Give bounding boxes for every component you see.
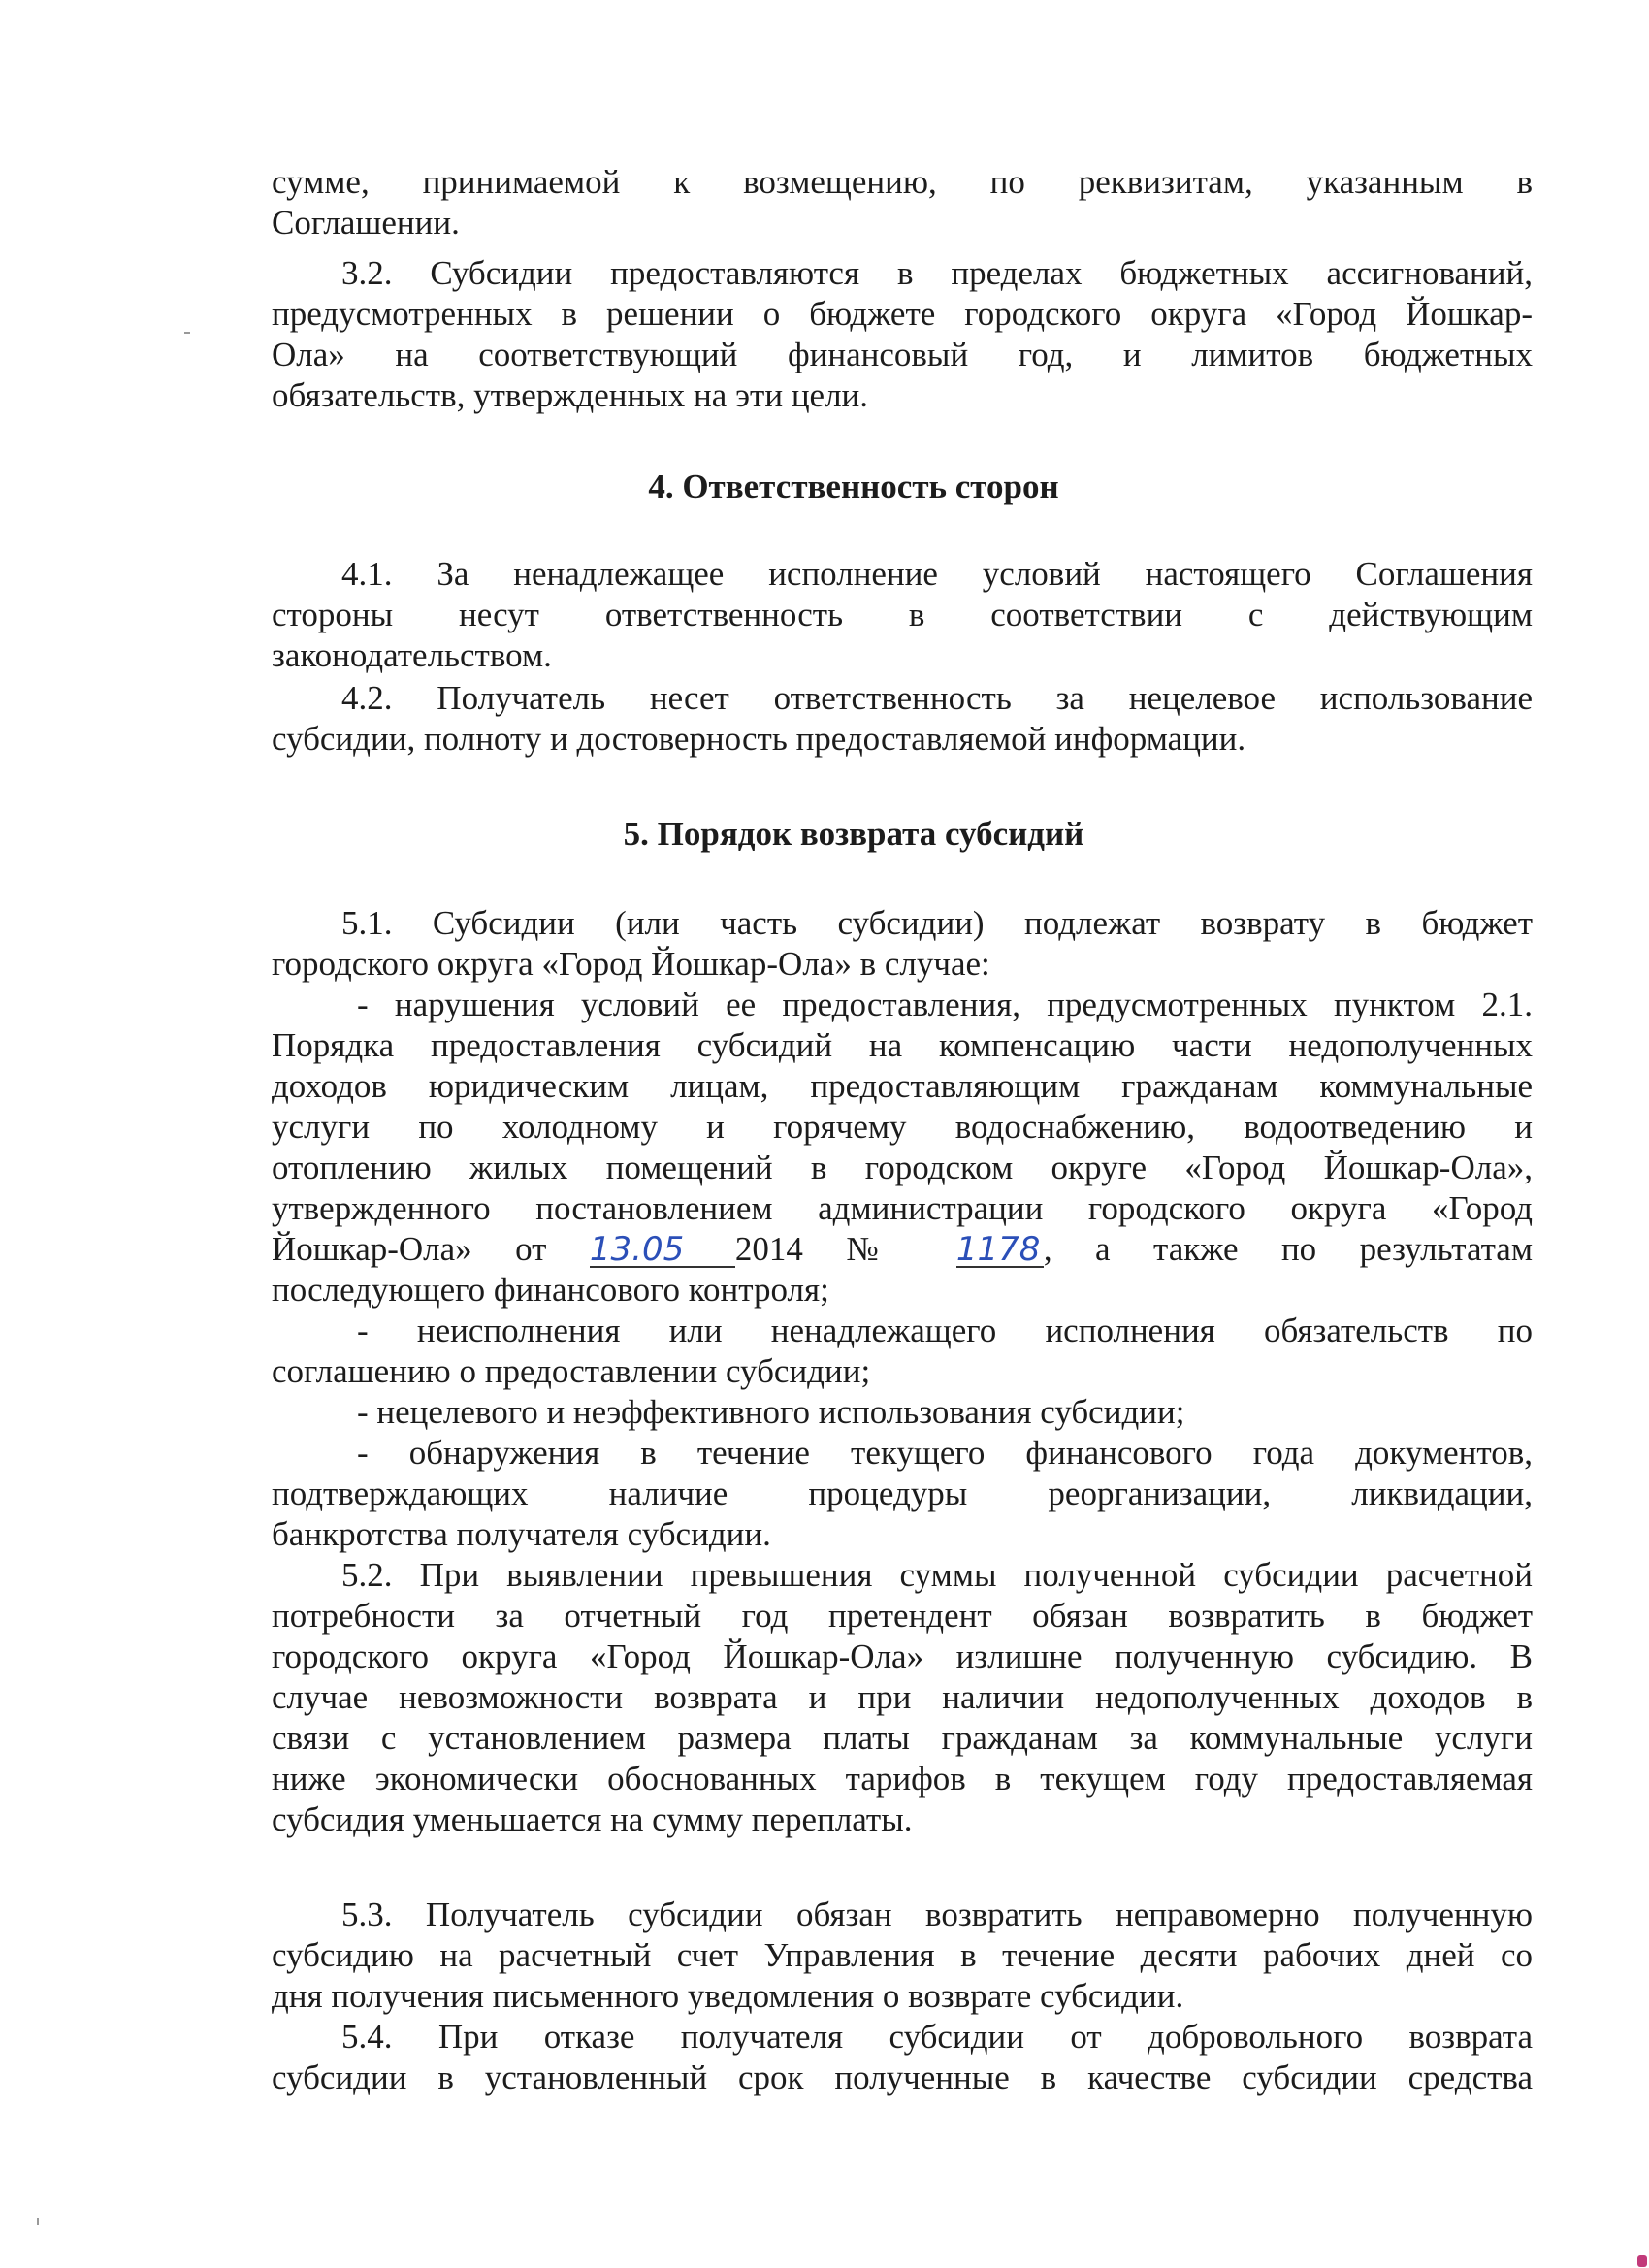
list-item: - нарушения условий ее предоставления, предусмотренных пунктом 2.1. (357, 986, 1533, 1023)
handwritten-date: 13.05 (590, 1233, 735, 1268)
section-4-heading: 4. Ответственность сторон (648, 468, 1059, 505)
text-line: связи с установлением размера платы гражданам за коммунальные услуги (272, 1719, 1533, 1757)
scan-speck (184, 332, 190, 334)
text-line: законодательством. (272, 636, 552, 674)
clause-5-1: 5.1. Субсидии (или часть субсидии) подлежат возврату в бюджет (341, 904, 1533, 942)
text-line: утвержденного постановлением администрации городского округа «Город (272, 1189, 1533, 1227)
text-line: Порядка предоставления субсидий на компенсацию части недополученных (272, 1026, 1533, 1064)
text-line: ниже экономически обоснованных тарифов в текущем году предоставляемая (272, 1760, 1533, 1798)
text-line: городского округа «Город Йошкар-Ола» в случае: (272, 945, 990, 983)
text-line: банкротства получателя субсидии. (272, 1515, 771, 1553)
list-item: - обнаружения в течение текущего финансового года документов, (357, 1434, 1533, 1472)
text-line: соглашению о предоставлении субсидии; (272, 1352, 871, 1390)
text-line: отоплению жилых помещений в городском округе «Город Йошкар-Ола», (272, 1149, 1533, 1186)
clause-4-1: 4.1. За ненадлежащее исполнение условий настоящего Соглашения (341, 555, 1533, 593)
text-line: Соглашении. (272, 204, 460, 242)
text-fragment: , а также по результатам (1043, 1230, 1533, 1268)
section-5-heading: 5. Порядок возврата субсидий (623, 815, 1084, 853)
clause-5-4: 5.4. При отказе получателя субсидии от добровольного возврата (341, 2018, 1533, 2056)
text-line: городского округа «Город Йошкар-Ола» излишне полученную субсидию. В (272, 1637, 1533, 1675)
text-fragment: Йошкар-Ола» от (272, 1230, 547, 1268)
resolution-year: 2014 (734, 1230, 803, 1268)
clause-5-3: 5.3. Получатель субсидии обязан возвратить неправомерно полученную (341, 1895, 1533, 1933)
text-line: услуги по холодному и горячему водоснабжению, водоотведению и (272, 1108, 1533, 1146)
text-line: субсидия уменьшается на сумму переплаты. (272, 1800, 913, 1838)
clause-3-2: 3.2. Субсидии предоставляются в пределах бюджетных ассигнований, (341, 254, 1533, 292)
text-line: случае невозможности возврата и при наличии недополученных доходов в (272, 1678, 1533, 1716)
scan-speck (37, 2218, 39, 2225)
stamp-edge-mark (1637, 2255, 1647, 2267)
clause-4-2: 4.2. Получатель несет ответственность за нецелевое использование (341, 679, 1533, 717)
text-line: субсидию на расчетный счет Управления в течение десяти рабочих дней со (272, 1936, 1533, 1974)
text-line: последующего финансового контроля; (272, 1271, 829, 1309)
list-item: - нецелевого и неэффективного использования субсидии; (357, 1393, 1185, 1431)
text-line: стороны несут ответственность в соответствии с действующим (272, 596, 1533, 633)
text-line: подтверждающих наличие процедуры реорганизации, ликвидации, (272, 1474, 1533, 1512)
number-sign: № (846, 1230, 914, 1268)
handwritten-number: 1178 (956, 1233, 1044, 1268)
list-item: - неисполнения или ненадлежащего исполнения обязательств по (357, 1312, 1533, 1349)
text-line: доходов юридическим лицам, предоставляющим гражданам коммунальные (272, 1067, 1533, 1105)
text-line: дня получения письменного уведомления о возврате субсидии. (272, 1977, 1184, 2015)
text-line: обязательств, утвержденных на эти цели. (272, 376, 869, 414)
text-line: потребности за отчетный год претендент обязан возвратить в бюджет (272, 1597, 1533, 1635)
text-line: субсидии в установленный срок полученные в качестве субсидии средства (272, 2058, 1533, 2096)
text-line: Ола» на соответствующий финансовый год, и лимитов бюджетных (272, 336, 1533, 373)
text-line: сумме, принимаемой к возмещению, по реквизитам, указанным в (272, 163, 1533, 201)
text-line: субсидии, полноту и достоверность предоставляемой информации. (272, 720, 1246, 758)
clause-5-2: 5.2. При выявлении превышения суммы полученной субсидии расчетной (341, 1556, 1533, 1594)
text-line: предусмотренных в решении о бюджете городского округа «Город Йошкар- (272, 295, 1533, 333)
resolution-reference-line (272, 1230, 1533, 1269)
